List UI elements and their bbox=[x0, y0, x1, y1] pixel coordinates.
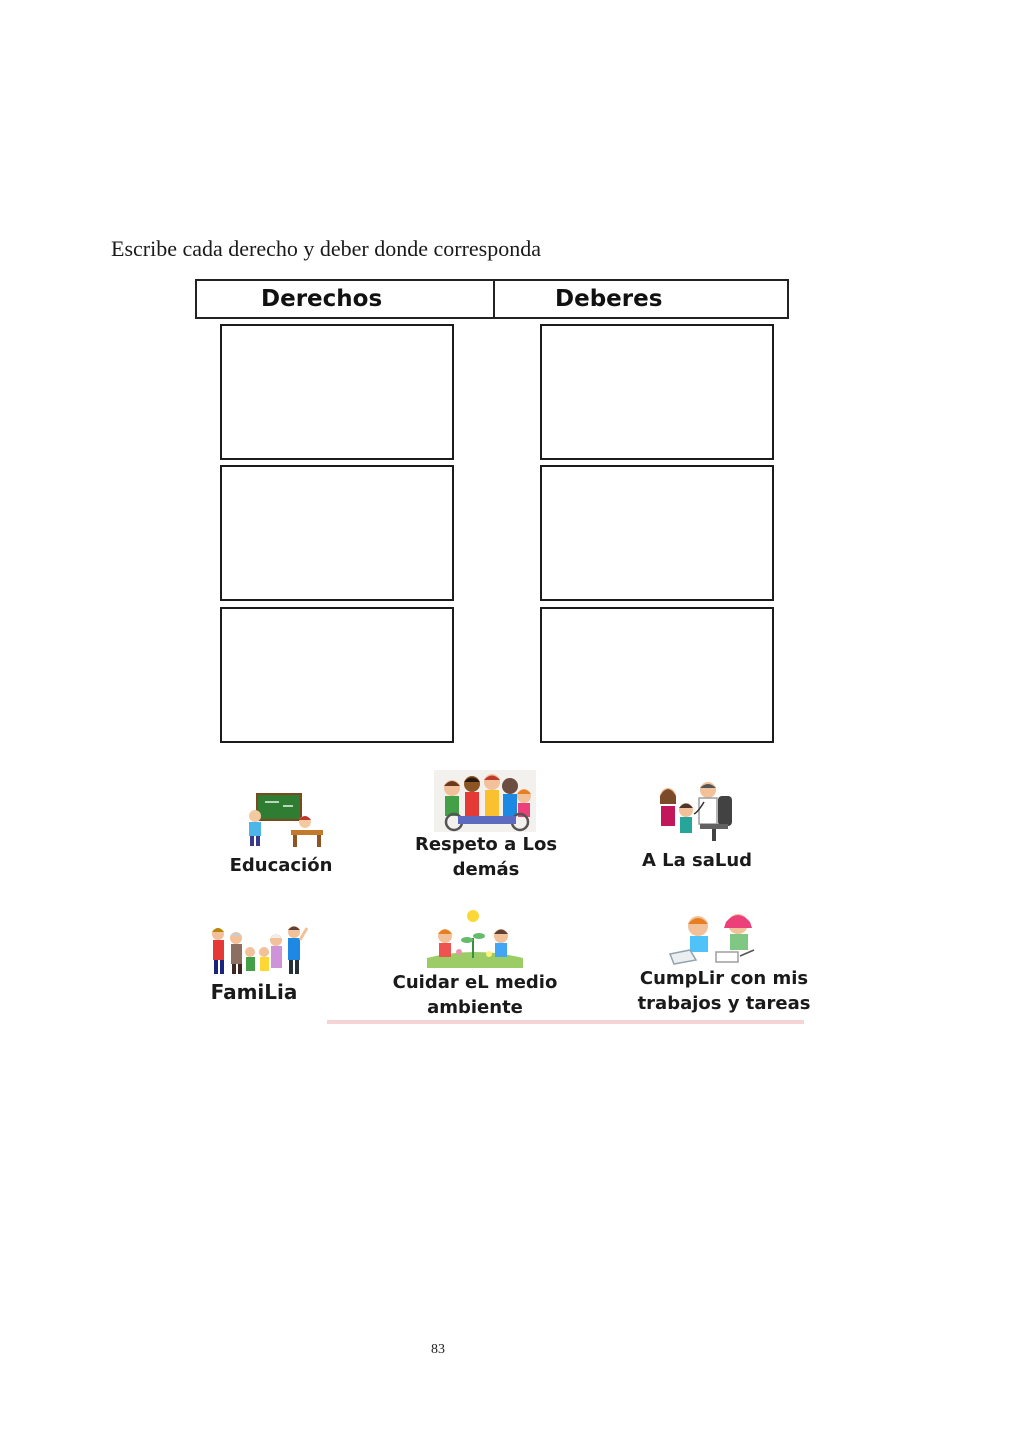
children-studying-icon bbox=[668, 910, 760, 968]
option-label: Educación bbox=[229, 855, 333, 876]
deberes-answer-box-1[interactable] bbox=[540, 324, 774, 460]
page-number: 83 bbox=[431, 1342, 445, 1357]
family-icon bbox=[206, 922, 310, 978]
decorative-divider bbox=[327, 1020, 804, 1024]
doctor-visit-icon bbox=[654, 778, 738, 844]
derechos-answer-box-1[interactable] bbox=[220, 324, 454, 460]
deberes-answer-box-2[interactable] bbox=[540, 465, 774, 601]
option-label: Respeto a Los demás bbox=[414, 834, 558, 880]
children-planting-icon bbox=[427, 908, 523, 968]
header-deberes: Deberes bbox=[555, 286, 663, 312]
option-label: FamiLia bbox=[210, 980, 298, 1004]
instruction-text: Escribe cada derecho y deber donde corresponda bbox=[111, 236, 542, 261]
option-label: CumpLir con mis trabajos y tareas bbox=[637, 968, 811, 1014]
derechos-answer-box-2[interactable] bbox=[220, 465, 454, 601]
classroom-icon bbox=[243, 792, 327, 850]
option-label: Cuidar eL medio ambiente bbox=[392, 972, 558, 1018]
derechos-answer-box-3[interactable] bbox=[220, 607, 454, 743]
header-derechos: Derechos bbox=[197, 281, 495, 317]
rights-duties-header bbox=[195, 279, 789, 319]
deberes-answer-box-3[interactable] bbox=[540, 607, 774, 743]
option-label: A La saLud bbox=[641, 850, 753, 871]
diverse-children-icon bbox=[434, 770, 536, 832]
